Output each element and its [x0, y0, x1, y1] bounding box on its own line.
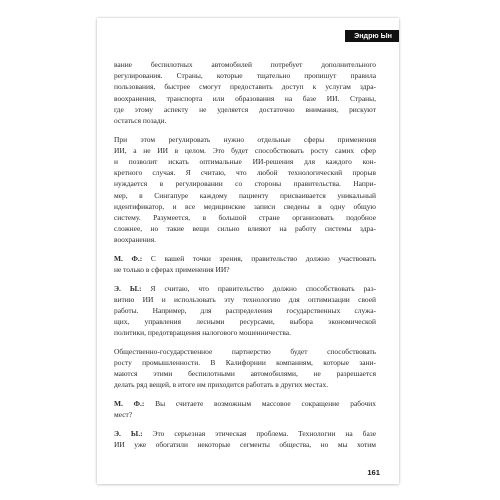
text-line: мер, в Сингапуре каждому пациенту присваивается уникальный [114, 190, 376, 200]
text-line: Общественно-государственное партнерство будет способствовать [114, 346, 376, 356]
text-line: делать ряд вещей, в итоге им приходится работать в других местах. [114, 380, 329, 390]
text-line: При этом регулировать нужно отдельные сферы применения [114, 134, 376, 144]
text-line: воохранения, транспорта или образования на базе ИИ. Страны, [114, 93, 376, 103]
text-line: идентификатор, и все медицинские записи сведены в одну общую [114, 201, 376, 211]
speaker-label: Э. Ы.: [114, 283, 142, 293]
text-line: где этому аспекту не уделяется достаточно внимания, рискуют [114, 104, 376, 114]
text-run: Я считаю, что правительство должно способствовать раз- [141, 283, 377, 293]
paragraph [114, 134, 376, 246]
text-line [114, 283, 376, 294]
text-line: воохранения. [114, 235, 156, 245]
text-run: С вашей точки зрения, правительство должно участвовать [142, 253, 376, 263]
text-line: систему. Разумеется, в большой стране организовать подобное [114, 212, 376, 222]
text-line: росту промышленности. В Калифорнии компаниям, которые зани- [114, 358, 376, 368]
text-line [114, 398, 376, 409]
text-line: ИИ уже обогатили некоторые сегменты общества, но мы хотим [114, 439, 376, 449]
paragraph [114, 59, 376, 126]
text-line: маются этими беспилотными автомобилями, не разрешается [114, 369, 376, 379]
text-line: регулирования. Страны, которые тщательно пропишут правила [114, 71, 376, 81]
text-line: нуждается в регулировании со стороны правительства. Напри- [114, 179, 376, 189]
body-text [114, 59, 376, 457]
paragraph [114, 346, 376, 391]
speaker-label: М. Ф.: [114, 398, 145, 408]
text-line: пользования, быстрее смогут предоставить доступ к услугам здра- [114, 82, 376, 92]
text-line: мест? [114, 410, 133, 420]
page-number: 161 [367, 468, 380, 477]
text-line: вание беспилотных автомобилей потребует дополнительного [114, 60, 376, 69]
text-line: щих, управления лесными ресурсами, выбора экономической [114, 317, 376, 327]
text-line: кретного случая. Я считаю, что любой технологический прорыв [114, 168, 376, 178]
speaker-label: М. Ф.: [114, 253, 143, 263]
speaker-label: Э. Ы.: [114, 428, 143, 438]
text-line: не только в сферах применения ИИ? [114, 265, 230, 275]
text-line: и позволит искать оптимальные ИИ-решения для каждого кон- [114, 156, 376, 166]
text-line: работы. Например, для распределения государственных служа- [114, 305, 376, 315]
book-page [97, 18, 399, 484]
dialogue-question [114, 398, 376, 420]
text-line: ИИ, а не ИИ в целом. Это будет способствовать росту самих сфер [114, 145, 376, 155]
text-run: Вы считаете возможным массовое сокращение рабочих [144, 398, 376, 408]
text-line: остаться позади. [114, 116, 167, 126]
text-line: политики, предотвращения налогового мошенничества. [114, 328, 291, 338]
dialogue-question [114, 253, 376, 275]
dialogue-answer [114, 428, 376, 450]
running-head: Эндрю Ын [345, 30, 399, 42]
text-line [114, 428, 376, 439]
text-line [114, 253, 376, 264]
text-line: сложнее, но такие вещи сильно влияют на работу системы здра- [114, 224, 376, 234]
text-line: витию ИИ и использовать эту технологию для оптимизации своей [114, 294, 376, 304]
text-run: Это серьезная этическая проблема. Технологии на базе [142, 428, 376, 438]
dialogue-answer [114, 283, 376, 339]
